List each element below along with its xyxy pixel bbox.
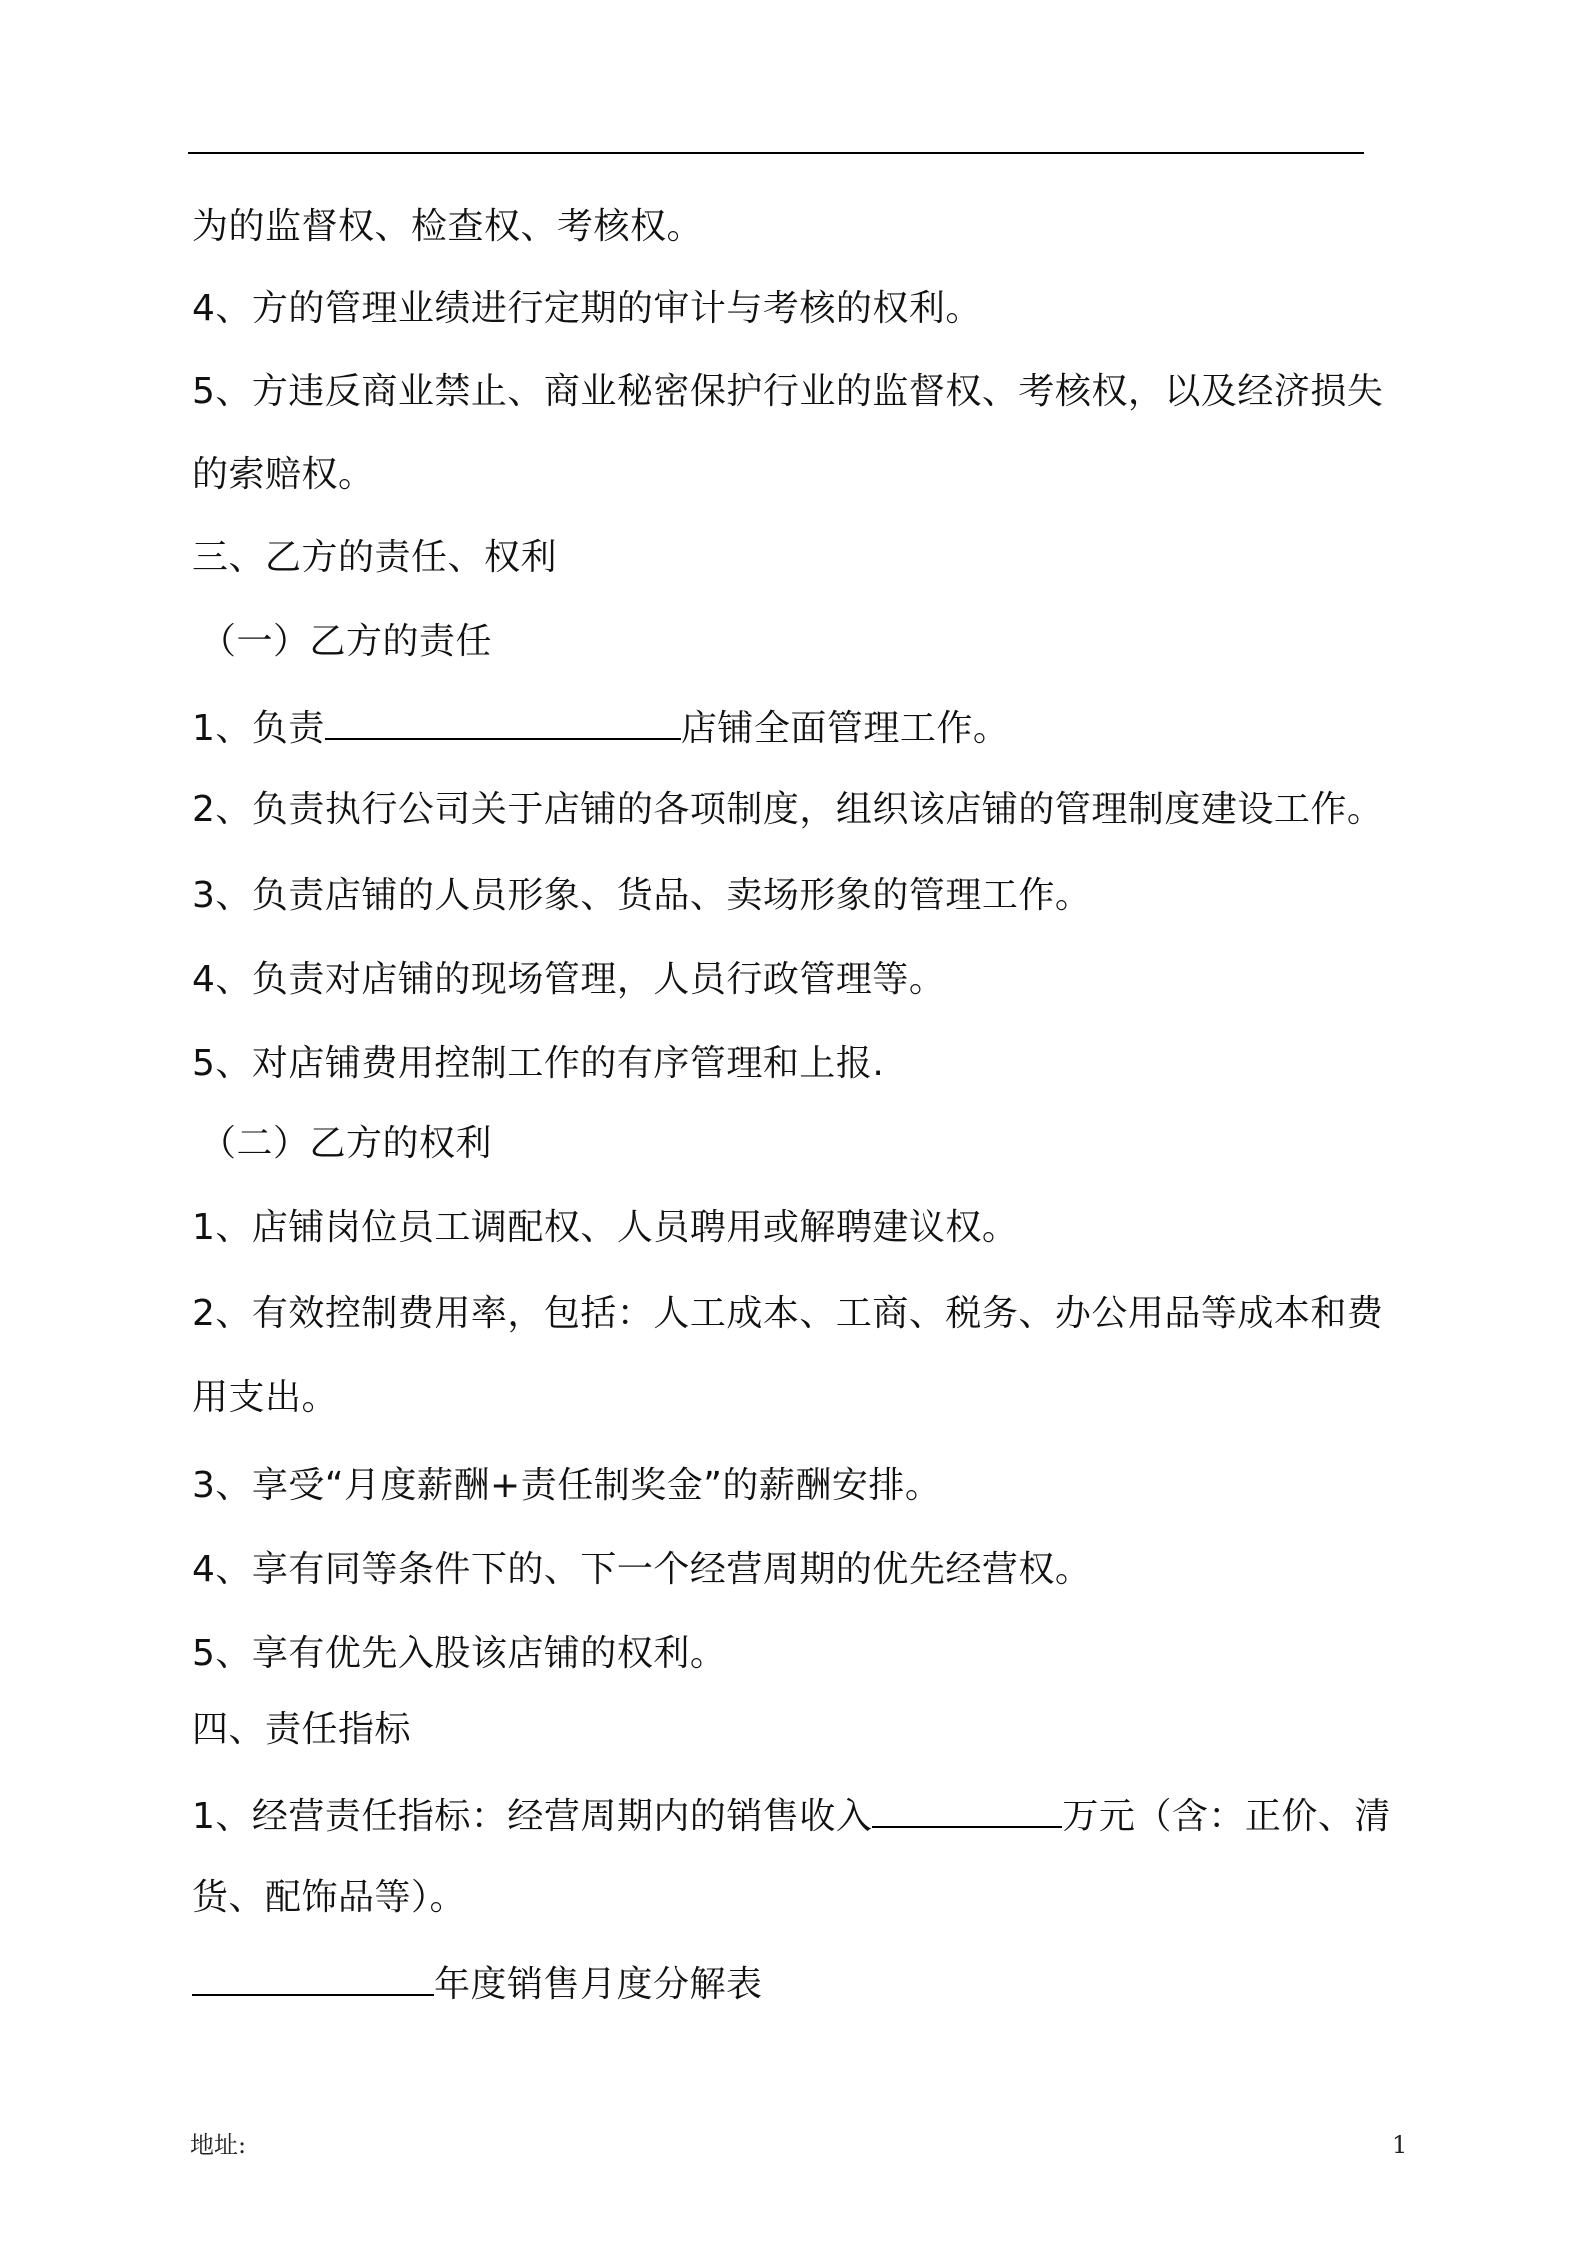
fill-in-blank-revenue (872, 1792, 1062, 1828)
text-line-17: 4、享有同等条件下的、下一个经营周期的优先经营权。 (192, 1549, 1092, 1590)
text-line-4: 的索赔权。 (192, 454, 375, 495)
text-line-14: 2、有效控制费用率，包括：人工成本、工商、税务、办公用品等成本和费 (192, 1293, 1384, 1334)
text-line-20-prefix: 1、经营责任指标：经营周期内的销售收入 (192, 1796, 873, 1837)
text-line-3: 5、方违反商业禁止、商业秘密保护行业的监督权、考核权，以及经济损失 (192, 371, 1384, 412)
header-rule (188, 152, 1364, 154)
footer-address-label: 地址: (190, 2131, 247, 2159)
subsection-heading-rights: （二）乙方的权利 (200, 1123, 493, 1164)
table-title-line (192, 1960, 763, 2007)
footer-page-number: 1 (1392, 2131, 1408, 2159)
text-line-1: 为的监督权、检查权、考核权。 (192, 206, 704, 247)
text-line-11: 5、对店铺费用控制工作的有序管理和上报. (192, 1043, 885, 1084)
text-line-10: 4、负责对店铺的现场管理，人员行政管理等。 (192, 959, 946, 1000)
fill-in-blank-store (325, 704, 681, 740)
text-line-2: 4、方的管理业绩进行定期的审计与考核的权利。 (192, 288, 982, 329)
text-line-7 (192, 704, 1009, 751)
text-line-9: 3、负责店铺的人员形象、货品、卖场形象的管理工作。 (192, 875, 1092, 916)
text-line-7-suffix: 店铺全面管理工作。 (680, 708, 1010, 749)
text-line-18: 5、享有优先入股该店铺的权利。 (192, 1633, 727, 1674)
text-line-8: 2、负责执行公司关于店铺的各项制度，组织该店铺的管理制度建设工作。 (192, 789, 1384, 830)
text-line-15: 用支出。 (192, 1377, 339, 1418)
fill-in-blank-year (192, 1960, 434, 1996)
section-heading-3: 三、乙方的责任、权利 (192, 537, 558, 578)
text-line-20 (192, 1792, 1391, 1839)
section-heading-4: 四、责任指标 (192, 1709, 412, 1750)
table-title: 年度销售月度分解表 (434, 1964, 763, 2005)
subsection-heading-responsibilities: （一）乙方的责任 (200, 621, 493, 662)
text-line-20-suffix: 万元（含：正价、清 (1062, 1796, 1391, 1837)
text-line-21: 货、配饰品等）。 (192, 1877, 467, 1918)
text-line-16: 3、享受“月度薪酬+责任制奖金”的薪酬安排。 (192, 1465, 942, 1506)
text-line-7-prefix: 1、负责 (192, 708, 325, 749)
text-line-13: 1、店铺岗位员工调配权、人员聘用或解聘建议权。 (192, 1207, 1019, 1248)
